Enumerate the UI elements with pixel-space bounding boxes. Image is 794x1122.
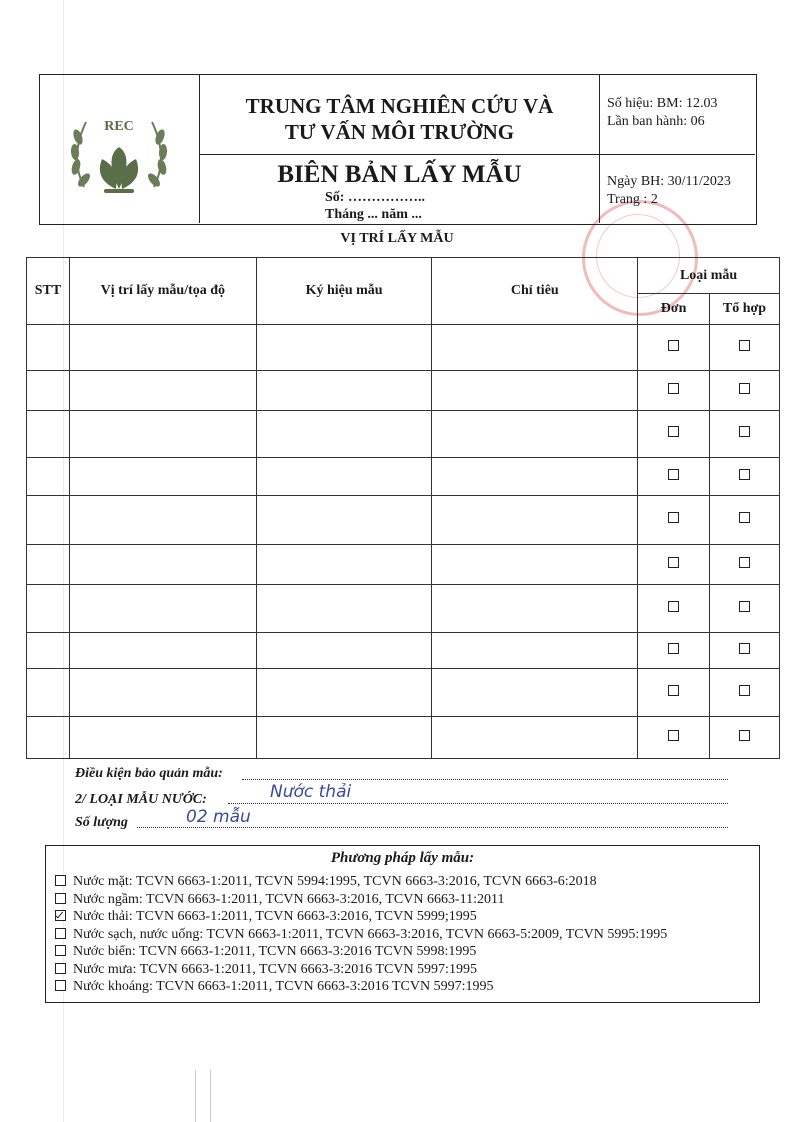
- method-label: Nước khoáng: TCVN 6663-1:2011, TCVN 6663-3:2016 TCVN 5997:1995: [73, 979, 494, 994]
- method-checkbox[interactable]: [55, 963, 66, 974]
- single-checkbox[interactable]: [668, 557, 679, 568]
- header-single: Đơn: [638, 294, 710, 325]
- document-month-year: Tháng ... năm ...: [325, 207, 422, 222]
- sample-type-label: 2/ LOẠI MẪU NƯỚC:: [75, 792, 207, 807]
- cell-parameters[interactable]: [432, 633, 638, 669]
- cell-location[interactable]: [69, 585, 256, 633]
- cell-stt[interactable]: [27, 496, 70, 545]
- issue-number: Lần ban hành: 06: [607, 114, 705, 129]
- cell-sample-code[interactable]: [256, 411, 432, 458]
- cell-sample-code[interactable]: [256, 458, 432, 496]
- single-checkbox[interactable]: [668, 426, 679, 437]
- form-code-cell: [600, 75, 755, 155]
- cell-location[interactable]: [69, 325, 256, 371]
- cell-composite: [710, 371, 780, 411]
- cell-single: [638, 458, 710, 496]
- cell-stt[interactable]: [27, 545, 70, 585]
- header-composite: Tổ hợp: [710, 294, 780, 325]
- rec-logo-icon: [64, 97, 174, 207]
- issue-date: Ngày BH: 30/11/2023: [607, 174, 731, 189]
- table-row: [27, 585, 780, 633]
- method-item: [55, 944, 476, 960]
- cell-stt[interactable]: [27, 371, 70, 411]
- quantity-field[interactable]: [137, 827, 728, 828]
- single-checkbox[interactable]: [668, 512, 679, 523]
- document-title: BIÊN BẢN LẤY MẪU: [277, 161, 522, 188]
- cell-parameters[interactable]: [432, 585, 638, 633]
- document-header: [39, 74, 757, 225]
- composite-checkbox[interactable]: [739, 340, 750, 351]
- form-code: Số hiệu: BM: 12.03: [607, 96, 718, 111]
- method-label: Nước sạch, nước uống: TCVN 6663-1:2011, TCVN 6663-3:2016, TCVN 6663-5:2009, TCVN 5995:1995: [73, 926, 668, 942]
- cell-composite: [710, 633, 780, 669]
- single-checkbox[interactable]: [668, 601, 679, 612]
- method-label: Nước mặt: TCVN 6663-1:2011, TCVN 5994:1995, TCVN 6663-3:2016, TCVN 6663-6:2018: [73, 874, 597, 889]
- cell-single: [638, 633, 710, 669]
- composite-checkbox[interactable]: [739, 730, 750, 741]
- scan-line: [210, 1070, 211, 1122]
- composite-checkbox[interactable]: [739, 557, 750, 568]
- cell-sample-code[interactable]: [256, 325, 432, 371]
- cell-parameters[interactable]: [432, 325, 638, 371]
- table-row: [27, 669, 780, 717]
- cell-parameters[interactable]: [432, 717, 638, 759]
- cell-location[interactable]: [69, 371, 256, 411]
- header-stt: STT: [27, 258, 70, 325]
- method-item: [55, 909, 477, 925]
- cell-parameters[interactable]: [432, 496, 638, 545]
- method-checkbox[interactable]: [55, 980, 66, 991]
- section-title: VỊ TRÍ LẤY MẪU: [340, 231, 454, 246]
- cell-parameters[interactable]: [432, 371, 638, 411]
- cell-composite: [710, 458, 780, 496]
- cell-parameters[interactable]: [432, 458, 638, 496]
- cell-stt[interactable]: [27, 411, 70, 458]
- cell-stt[interactable]: [27, 717, 70, 759]
- composite-checkbox[interactable]: [739, 601, 750, 612]
- storage-condition-label: Điều kiện bảo quản mẫu:: [75, 766, 223, 781]
- document-number: Số: ……………..: [325, 190, 425, 205]
- table-row: [27, 325, 780, 371]
- logo-text: REC: [104, 119, 134, 134]
- cell-composite: [710, 717, 780, 759]
- method-item: [55, 874, 597, 890]
- cell-location[interactable]: [69, 669, 256, 717]
- storage-condition-field[interactable]: [242, 779, 728, 780]
- method-item: [55, 892, 504, 908]
- org-name-line2: TƯ VẤN MÔI TRƯỜNG: [284, 120, 515, 144]
- method-item: [55, 962, 477, 978]
- method-checkbox[interactable]: [55, 910, 66, 921]
- cell-composite: [710, 585, 780, 633]
- cell-single: [638, 717, 710, 759]
- cell-sample-code[interactable]: [256, 717, 432, 759]
- cell-stt[interactable]: [27, 585, 70, 633]
- header-title-cell: [200, 75, 600, 223]
- page-number: Trang : 2: [607, 192, 658, 207]
- cell-single: [638, 669, 710, 717]
- cell-composite: [710, 411, 780, 458]
- composite-checkbox[interactable]: [739, 685, 750, 696]
- single-checkbox[interactable]: [668, 685, 679, 696]
- header-parameters: Chỉ tiêu: [432, 258, 638, 325]
- cell-parameters[interactable]: [432, 411, 638, 458]
- cell-sample-code[interactable]: [256, 669, 432, 717]
- quantity-label: Số lượng: [75, 815, 128, 830]
- header-sample-code: Ký hiệu mẫu: [256, 258, 432, 325]
- composite-checkbox[interactable]: [739, 469, 750, 480]
- cell-sample-code[interactable]: [256, 633, 432, 669]
- cell-location[interactable]: [69, 717, 256, 759]
- cell-composite: [710, 325, 780, 371]
- composite-checkbox[interactable]: [739, 643, 750, 654]
- sampling-location-table: [26, 257, 780, 759]
- sample-type-field[interactable]: [228, 803, 728, 804]
- cell-single: [638, 325, 710, 371]
- header-location: Vị trí lấy mẫu/tọa độ: [69, 258, 256, 325]
- methods-title: Phương pháp lấy mẫu:: [330, 850, 475, 866]
- cell-stt[interactable]: [27, 458, 70, 496]
- cell-composite: [710, 545, 780, 585]
- cell-location[interactable]: [69, 411, 256, 458]
- org-name: [200, 93, 599, 145]
- cell-sample-code[interactable]: [256, 371, 432, 411]
- cell-single: [638, 496, 710, 545]
- cell-composite: [710, 669, 780, 717]
- table-row: [27, 411, 780, 458]
- cell-parameters[interactable]: [432, 545, 638, 585]
- table-row: [27, 545, 780, 585]
- cell-sample-code[interactable]: [256, 545, 432, 585]
- single-checkbox[interactable]: [668, 469, 679, 480]
- method-checkbox[interactable]: [55, 945, 66, 956]
- method-label: Nước biển: TCVN 6663-1:2011, TCVN 6663-3:2016 TCVN 5998:1995: [73, 944, 477, 959]
- method-checkbox[interactable]: [55, 893, 66, 904]
- header-sample-type: Loại mẫu: [638, 258, 780, 294]
- cell-composite: [710, 496, 780, 545]
- composite-checkbox[interactable]: [739, 512, 750, 523]
- method-item: [55, 927, 667, 943]
- composite-checkbox[interactable]: [739, 426, 750, 437]
- cell-sample-code[interactable]: [256, 496, 432, 545]
- table-row: [27, 717, 780, 759]
- cell-stt[interactable]: [27, 669, 70, 717]
- quantity-handwritten: 02 mẫu: [186, 807, 251, 827]
- single-checkbox[interactable]: [668, 383, 679, 394]
- method-checkbox[interactable]: [55, 875, 66, 886]
- org-name-block: [200, 75, 599, 155]
- table-row: [27, 371, 780, 411]
- cell-single: [638, 585, 710, 633]
- cell-location[interactable]: [69, 545, 256, 585]
- sampling-methods-box: [45, 845, 760, 1003]
- method-label: Nước thải: TCVN 6663-1:2011, TCVN 6663-3:2016, TCVN 5999;1995: [73, 909, 477, 924]
- cell-location[interactable]: [69, 458, 256, 496]
- cell-location[interactable]: [69, 633, 256, 669]
- method-label: Nước ngầm: TCVN 6663-1:2011, TCVN 6663-3:2016, TCVN 6663-11:2011: [73, 891, 505, 907]
- method-label: Nước mưa: TCVN 6663-1:2011, TCVN 6663-3:2016 TCVN 5997:1995: [73, 961, 477, 977]
- cell-single: [638, 411, 710, 458]
- cell-single: [638, 371, 710, 411]
- logo-cell: [40, 75, 200, 223]
- composite-checkbox[interactable]: [739, 383, 750, 394]
- method-item: [55, 979, 493, 995]
- scan-line: [195, 1070, 196, 1122]
- table-row: [27, 496, 780, 545]
- cell-stt[interactable]: [27, 325, 70, 371]
- method-checkbox[interactable]: [55, 928, 66, 939]
- sample-type-handwritten: Nước thải: [270, 782, 352, 802]
- cell-location[interactable]: [69, 496, 256, 545]
- cell-parameters[interactable]: [432, 669, 638, 717]
- cell-sample-code[interactable]: [256, 585, 432, 633]
- single-checkbox[interactable]: [668, 340, 679, 351]
- table-row: [27, 458, 780, 496]
- cell-single: [638, 545, 710, 585]
- org-name-line1: TRUNG TÂM NGHIÊN CỨU VÀ: [245, 94, 554, 118]
- single-checkbox[interactable]: [668, 730, 679, 741]
- single-checkbox[interactable]: [668, 643, 679, 654]
- cell-stt[interactable]: [27, 633, 70, 669]
- table-row: [27, 633, 780, 669]
